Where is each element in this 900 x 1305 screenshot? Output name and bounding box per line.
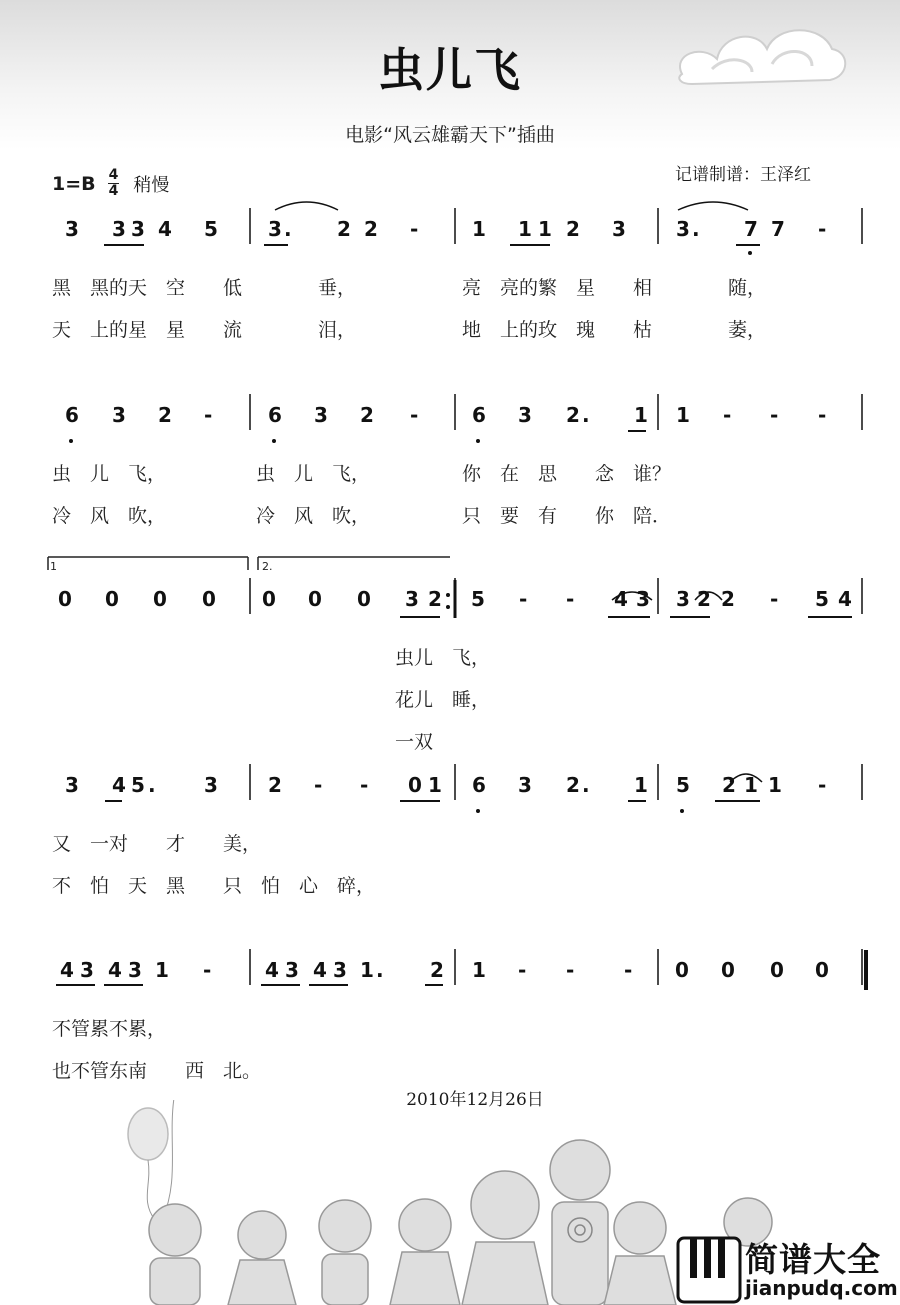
lyric-line: 地 上的玫 瑰 枯 萎， xyxy=(462,319,767,341)
note: 2 xyxy=(158,403,172,427)
note: 5 xyxy=(471,587,485,611)
note: 3 xyxy=(314,403,328,427)
balloon-icon xyxy=(128,1100,194,1220)
note: 0 xyxy=(770,958,784,982)
note: 0 xyxy=(105,587,119,611)
lyric-line: 你 在 思 念 谁？ xyxy=(462,463,672,485)
note: 3 xyxy=(268,217,282,241)
note: 3 xyxy=(518,403,532,427)
octave-dot xyxy=(69,439,73,443)
lyric-line: 冷 风 吹， xyxy=(52,505,167,527)
note: 2 xyxy=(697,587,711,611)
note: - xyxy=(566,587,575,611)
note: 2 xyxy=(566,217,580,241)
note: 3 xyxy=(333,958,347,982)
composer-credit: 记谱制谱：王泽红 xyxy=(675,165,811,185)
note: - xyxy=(723,403,732,427)
note: - xyxy=(770,403,779,427)
lyric-line: 花儿 睡， xyxy=(395,689,491,711)
note: 1 xyxy=(472,958,486,982)
note: 1 xyxy=(634,773,648,797)
note: . xyxy=(148,773,156,797)
lyric-line: 虫 儿 飞， xyxy=(256,463,371,485)
note: - xyxy=(410,217,419,241)
note: 1 xyxy=(155,958,169,982)
lyric-line: 只 要 有 你 陪． xyxy=(462,505,672,527)
note: 3 xyxy=(676,217,690,241)
slur xyxy=(612,592,652,600)
lyric-line: 天 上的星 星 流 泪， xyxy=(52,319,357,341)
lyric-line: 冷 风 吹， xyxy=(256,505,371,527)
note: 2 xyxy=(268,773,282,797)
song-title: 虫儿飞 xyxy=(378,43,522,97)
note: 4 xyxy=(112,773,126,797)
repeat-dot xyxy=(446,605,450,609)
time-signature-top: 4 xyxy=(108,167,119,183)
note: 3 xyxy=(636,587,650,611)
song-subtitle: 电影“风云雄霸天下”插曲 xyxy=(345,124,555,146)
slur xyxy=(275,202,338,210)
note: 6 xyxy=(268,403,282,427)
note: 1 xyxy=(634,403,648,427)
note: 0 xyxy=(815,958,829,982)
note: 2 xyxy=(360,403,374,427)
note: 7 xyxy=(744,217,758,241)
key-signature: 1=B xyxy=(52,172,96,195)
lyric-line: 亮 亮的繁 星 相 随， xyxy=(462,277,767,299)
note: - xyxy=(410,403,419,427)
note: - xyxy=(818,773,827,797)
note: 2 xyxy=(566,773,580,797)
note: 0 xyxy=(202,587,216,611)
note: 3 xyxy=(112,403,126,427)
key-signature-line xyxy=(52,168,169,199)
note: . xyxy=(376,958,384,982)
note: 3 xyxy=(612,217,626,241)
score-content xyxy=(52,202,866,1082)
volta-brackets xyxy=(48,557,450,570)
note: 0 xyxy=(721,958,735,982)
note: 0 xyxy=(153,587,167,611)
note: 1 xyxy=(676,403,690,427)
octave-dot xyxy=(476,809,480,813)
note: 3 xyxy=(204,773,218,797)
note: 2 xyxy=(722,773,736,797)
lyric-line: 一双 xyxy=(395,731,434,753)
slur xyxy=(678,202,748,210)
note: 0 xyxy=(308,587,322,611)
note: . xyxy=(692,217,700,241)
note: 4 xyxy=(158,217,172,241)
note: - xyxy=(518,958,527,982)
note: 5 xyxy=(815,587,829,611)
note: - xyxy=(818,403,827,427)
note: 3 xyxy=(65,217,79,241)
note: 5 xyxy=(131,773,145,797)
note: - xyxy=(566,958,575,982)
note: 1 xyxy=(744,773,758,797)
volta-2-label: 2. xyxy=(262,560,273,573)
note: 2 xyxy=(430,958,444,982)
note: 1 xyxy=(538,217,552,241)
note: 3 xyxy=(112,217,126,241)
note: 2 xyxy=(337,217,351,241)
note: 6 xyxy=(65,403,79,427)
note: 4 xyxy=(60,958,74,982)
note: 4 xyxy=(108,958,122,982)
note: 2 xyxy=(566,403,580,427)
lyric-line: 不 怕 天 黑 只 怕 心 碎， xyxy=(52,875,376,897)
lyric-line: 黑 黑的天 空 低 垂， xyxy=(52,277,357,299)
slur xyxy=(695,592,722,600)
note: 0 xyxy=(357,587,371,611)
note: 3 xyxy=(80,958,94,982)
repeat-dot xyxy=(446,593,450,597)
note: 2 xyxy=(428,587,442,611)
brand-url[interactable]: jianpudq.com xyxy=(745,1276,898,1300)
lyric-line: 不管累不累， xyxy=(52,1018,167,1040)
tempo-marking: 稍慢 xyxy=(133,174,170,196)
note: 1 xyxy=(360,958,374,982)
note: 3 xyxy=(518,773,532,797)
note: - xyxy=(519,587,528,611)
volta-1-label: 1 xyxy=(50,560,57,573)
note: 6 xyxy=(472,403,486,427)
note: . xyxy=(582,773,590,797)
note: 3 xyxy=(676,587,690,611)
note: 2 xyxy=(364,217,378,241)
octave-dot xyxy=(680,809,684,813)
slur xyxy=(730,774,762,782)
note: 4 xyxy=(614,587,628,611)
note: - xyxy=(203,958,212,982)
note: 3 xyxy=(405,587,419,611)
note: - xyxy=(624,958,633,982)
note: . xyxy=(284,217,292,241)
date-stamp: 2010年12月26日 xyxy=(406,1090,544,1110)
octave-dot xyxy=(272,439,276,443)
note: . xyxy=(582,403,590,427)
note: - xyxy=(204,403,213,427)
note: - xyxy=(360,773,369,797)
note: - xyxy=(314,773,323,797)
note: 1 xyxy=(428,773,442,797)
note: 3 xyxy=(65,773,79,797)
time-signature xyxy=(108,168,120,199)
note: 1 xyxy=(472,217,486,241)
note: 0 xyxy=(58,587,72,611)
note: - xyxy=(818,217,827,241)
note: 2 xyxy=(721,587,735,611)
note: 7 xyxy=(771,217,785,241)
lyric-line: 虫 儿 飞， xyxy=(52,463,167,485)
note: 6 xyxy=(472,773,486,797)
note: 3 xyxy=(128,958,142,982)
note: 1 xyxy=(518,217,532,241)
note: - xyxy=(770,587,779,611)
lyric-line: 虫儿 飞， xyxy=(395,647,491,669)
lyric-line: 又 一对 才 美， xyxy=(52,833,262,855)
note: 3 xyxy=(285,958,299,982)
note: 3 xyxy=(131,217,145,241)
note: 5 xyxy=(676,773,690,797)
note: 4 xyxy=(265,958,279,982)
note: 0 xyxy=(262,587,276,611)
note: 4 xyxy=(838,587,852,611)
note: 0 xyxy=(408,773,422,797)
note: 0 xyxy=(675,958,689,982)
brand-name: 简谱大全 xyxy=(745,1240,881,1279)
lyric-line: 也不管东南 西 北。 xyxy=(52,1060,262,1082)
note: 5 xyxy=(204,217,218,241)
note: 4 xyxy=(313,958,327,982)
time-signature-bottom: 4 xyxy=(108,183,119,199)
octave-dot xyxy=(476,439,480,443)
octave-dot xyxy=(748,251,752,255)
note: 1 xyxy=(768,773,782,797)
